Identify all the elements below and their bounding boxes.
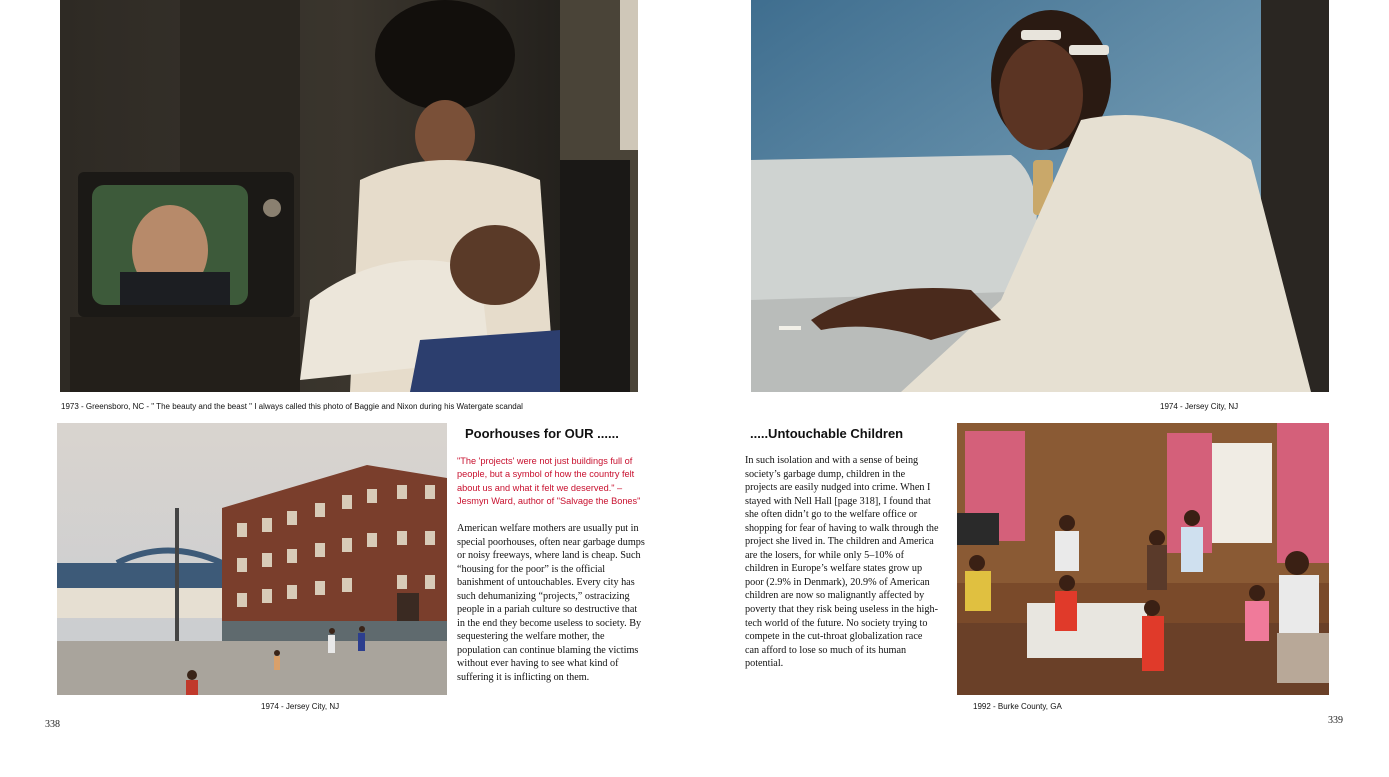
heading-poorhouses: Poorhouses for OUR ...... — [465, 426, 619, 441]
heading-untouchable-children: .....Untouchable Children — [750, 426, 904, 441]
caption-photo-greensboro: 1973 - Greensboro, NC - " The beauty and the beast " I always called this photo of Baggie and Nixon during his Watergate scandal — [61, 402, 523, 411]
page-number-left: 338 — [45, 719, 60, 730]
caption-photo-jersey-city-projects: 1974 - Jersey City, NJ — [261, 702, 340, 711]
caption-photo-burke-county: 1992 - Burke County, GA — [973, 702, 1062, 711]
caption-photo-woman-curlers: 1974 - Jersey City, NJ — [1160, 402, 1239, 411]
page-number-right: 339 — [1328, 715, 1343, 726]
photo-woman-curlers — [751, 0, 1329, 392]
body-text-poorhouses: American welfare mothers are usually put in special poorhouses, often near garbage dumps or noisy freeways, where land is cheap. Such “housing for the poor” is the official banishment of untouchables. Every city has such dehumanizing “projects,” ostracizing people in a pariah culture so destructive that in the end they become useless to society. By sequestering the welfare mother, the population can continue blaming the victims without ever having to see what kind of suffering it is inflicting on them. — [457, 523, 645, 684]
body-text-untouchable-children: In such isolation and with a sense of being society’s garbage dump, children in the projects are easily nudged into crime. When I stayed with Nell Hall [page 318], I found that she often didn’t go to the welfare office or shopping for fear of having to walk through the project she lived in. The children and America are the losers, for while only 5–10% of children in Europe’s welfare states grow up poor (2.9% in Denmark), 20.9% of American children are now so malignantly affected by poverty that they risk being useless in the high-tech world of the future. No society trying to compete in the cut-throat globalization race can afford to lose so much of its human potential. — [745, 455, 939, 670]
photo-burke-county-family — [957, 423, 1329, 695]
photo-greensboro-tv — [60, 0, 638, 392]
photo-jersey-city-projects — [57, 423, 447, 695]
pull-quote-jesmyn-ward: "The 'projects' were not just buildings full of people, but a symbol of how the country felt about us and what it felt we deserved." – Jesmyn Ward, author of "Salvage the Bones" — [457, 456, 641, 507]
